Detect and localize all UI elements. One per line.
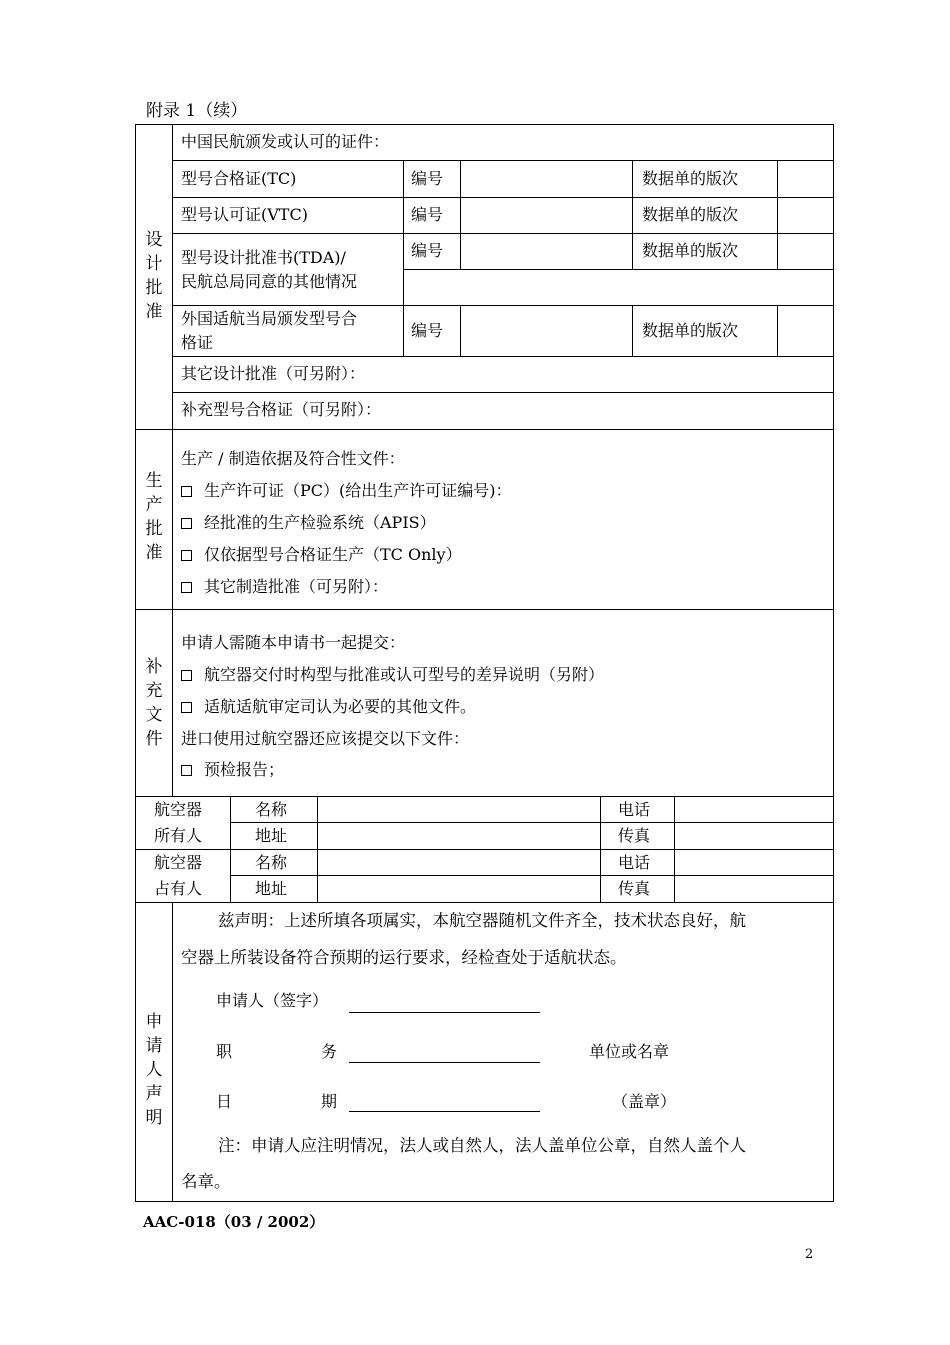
owner-phone-label: 电话 bbox=[618, 800, 651, 819]
owner-name-label: 名称 bbox=[255, 800, 288, 819]
production-option-apis: 经批准的生产检验系统（APIS） bbox=[181, 513, 436, 533]
supplement-section-label: 补 充 文 件 bbox=[145, 657, 163, 749]
production-option-tc-only: 仅依据型号合格证生产（TC Only） bbox=[181, 545, 462, 565]
occupant-label-line2: 占有人 bbox=[154, 879, 203, 898]
occupant-fax-label: 传真 bbox=[618, 879, 651, 898]
title-label-1: 职 bbox=[216, 1042, 233, 1061]
import-item-inspection: 预检报告； bbox=[181, 760, 284, 780]
checkbox[interactable] bbox=[181, 582, 192, 593]
applicant-signature-line[interactable] bbox=[349, 1012, 540, 1013]
vtc-version-label: 数据单的版次 bbox=[642, 205, 739, 224]
title-label-2: 务 bbox=[321, 1042, 338, 1061]
tda-number-label: 编号 bbox=[411, 241, 444, 260]
form-code: AAC-018（03 / 2002） bbox=[143, 1213, 325, 1231]
tda-version-label: 数据单的版次 bbox=[642, 241, 739, 260]
supplement-item-config: 航空器交付时构型与批准或认可型号的差异说明（另附） bbox=[181, 665, 604, 685]
unit-stamp-label: 单位或名章 bbox=[589, 1042, 670, 1061]
foreign-tc-label-line1: 外国适航当局颁发型号合 bbox=[181, 309, 358, 328]
page-number: 2 bbox=[805, 1247, 814, 1262]
supplement-intro: 申请人需随本申请书一起提交： bbox=[181, 633, 406, 652]
tda-label-line2: 民航总局同意的其他情况 bbox=[181, 272, 358, 291]
occupant-address-label: 地址 bbox=[255, 879, 288, 898]
checkbox[interactable] bbox=[181, 486, 192, 497]
tda-label-line1: 型号设计批准书(TDA)/ bbox=[181, 248, 346, 267]
foreign-tc-label-line2: 格证 bbox=[181, 333, 214, 352]
owner-label-line2: 所有人 bbox=[154, 826, 203, 845]
appendix-label: 附录 1（续） bbox=[146, 101, 248, 121]
declaration-text-line2: 空器上所装设备符合预期的运行要求，经检查处于适航状态。 bbox=[181, 948, 627, 967]
production-option-pc: 生产许可证（PC）(给出生产许可证编号)： bbox=[181, 481, 512, 501]
occupant-label-line1: 航空器 bbox=[154, 853, 203, 872]
owner-address-label: 地址 bbox=[255, 826, 288, 845]
checkbox[interactable] bbox=[181, 702, 192, 713]
design-section-label: 设 计 批 准 bbox=[145, 230, 163, 322]
production-option-other: 其它制造批准（可另附）： bbox=[181, 577, 388, 597]
checkbox[interactable] bbox=[181, 518, 192, 529]
checkbox[interactable] bbox=[181, 550, 192, 561]
occupant-phone-label: 电话 bbox=[618, 853, 651, 872]
import-intro: 进口使用过航空器还应该提交以下文件： bbox=[181, 729, 470, 748]
checkbox[interactable] bbox=[181, 670, 192, 681]
date-label-1: 日 bbox=[216, 1092, 233, 1111]
production-section-label: 生 产 批 准 bbox=[145, 471, 163, 563]
checkbox[interactable] bbox=[181, 765, 192, 776]
supplement-item-other: 适航适航审定司认为必要的其他文件。 bbox=[181, 697, 476, 717]
date-label-2: 期 bbox=[321, 1092, 338, 1111]
vtc-label: 型号认可证(VTC) bbox=[181, 205, 308, 224]
stamp-label: （盖章） bbox=[612, 1092, 677, 1111]
vtc-number-label: 编号 bbox=[411, 205, 444, 224]
title-line[interactable] bbox=[349, 1062, 540, 1063]
declaration-text-line1: 兹声明：上述所填各项属实，本航空器随机文件齐全，技术状态良好，航 bbox=[218, 911, 746, 930]
production-intro: 生产 / 制造依据及符合性文件： bbox=[181, 449, 405, 468]
tc-number-label: 编号 bbox=[411, 169, 444, 188]
note-line2: 名章。 bbox=[181, 1172, 231, 1191]
foreign-tc-version-label: 数据单的版次 bbox=[642, 321, 739, 340]
occupant-name-label: 名称 bbox=[255, 853, 288, 872]
foreign-tc-number-label: 编号 bbox=[411, 321, 444, 340]
applicant-signature-label: 申请人（签字） bbox=[216, 991, 329, 1010]
tc-label: 型号合格证(TC) bbox=[181, 169, 297, 188]
date-line[interactable] bbox=[349, 1111, 540, 1112]
design-intro: 中国民航颁发或认可的证件： bbox=[181, 132, 390, 151]
owner-fax-label: 传真 bbox=[618, 826, 651, 845]
other-design-approval: 其它设计批准（可另附）： bbox=[181, 364, 366, 383]
supplemental-tc: 补充型号合格证（可另附）： bbox=[181, 400, 382, 419]
declaration-section-label: 申 请 人 声 明 bbox=[145, 1012, 163, 1128]
tc-version-label: 数据单的版次 bbox=[642, 169, 739, 188]
owner-label-line1: 航空器 bbox=[154, 800, 203, 819]
note-line1: 注：申请人应注明情况，法人或自然人，法人盖单位公章，自然人盖个人 bbox=[218, 1136, 746, 1155]
